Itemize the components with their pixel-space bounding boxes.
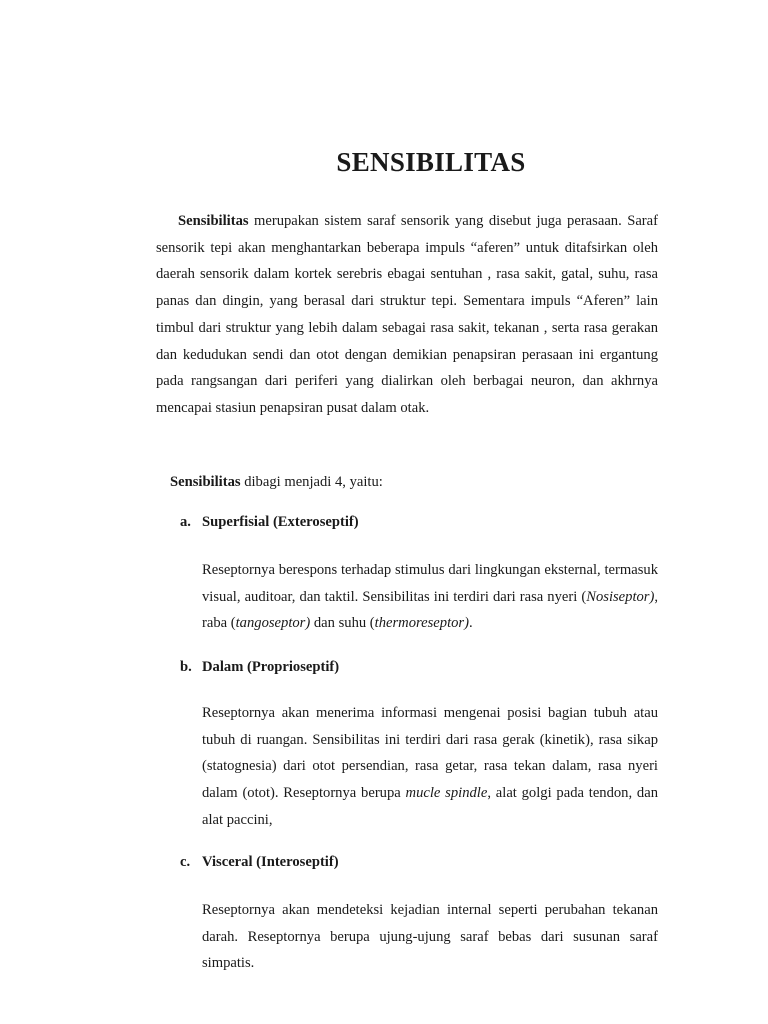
- item-a-title: Superfisial (Exteroseptif): [202, 514, 359, 530]
- item-a-heading: [180, 514, 359, 531]
- document-title: SENSIBILITAS: [336, 147, 526, 177]
- item-a-italic-2: tangoseptor): [235, 615, 311, 632]
- item-b-letter: b.: [180, 659, 192, 675]
- item-b-heading: [180, 659, 339, 676]
- item-a-italic-3: thermoreseptor): [374, 615, 469, 632]
- item-a-paragraph: [202, 557, 658, 637]
- item-b-paragraph: [202, 700, 658, 834]
- item-a-text-1: Reseptornya berespons terhadap stimulus dari lingkungan eksternal, termasuk visual, auditoar, dan taktil. Sensibilitas ini terdiri dari rasa nyeri (: [202, 562, 658, 605]
- item-c-title: Visceral (Interoseptif): [202, 854, 339, 870]
- item-b-text-1: Reseptornya akan menerima informasi mengenai posisi bagian tubuh atau tubuh di ruangan. Sensibilitas ini terdiri dari rasa gerak (kinetik), rasa sikap (statognesia) dari otot persendian, rasa getar, rasa tekan dalam, rasa nyeri dalam (otot). Reseptornya berupa: [202, 705, 658, 802]
- item-a-italic-1: Nosiseptor): [586, 588, 655, 605]
- intro-paragraph: [156, 208, 658, 422]
- item-a-text-2: , raba (: [202, 588, 658, 632]
- item-c-letter: c.: [180, 854, 191, 870]
- item-c-text-1: Reseptornya akan mendeteksi kejadian internal seperti perubahan tekanan darah. Reseptornya berupa ujung-ujung saraf bebas dari susunan saraf simpatis.: [202, 902, 658, 972]
- division-bold-term: Sensibilitas: [170, 474, 241, 490]
- item-c-heading: [180, 854, 339, 871]
- item-b-title: Dalam (Proprioseptif): [202, 659, 340, 675]
- item-b-italic-1: mucle spindle: [405, 785, 488, 802]
- division-text: dibagi menjadi 4, yaitu:: [240, 474, 383, 490]
- item-a-text-3: dan suhu (: [310, 615, 375, 632]
- intro-text: merupakan sistem saraf sensorik yang disebut juga perasaan. Saraf sensorik tepi akan menghantarkan beberapa impuls “aferen” untuk ditafsirkan oleh daerah sensorik dalam kortek serebris ebagai sentuhan , rasa sakit, gatal, suhu, rasa panas dan dingin, yang berasal dari struktur tepi. Sementara impuls “Aferen” lain timbul dari struktur yang lebih dalam sebagai rasa sakit, tekanan , serta rasa gerakan dan kedudukan sendi dan otot dengan demikian penapsiran perasaan ini ergantung pada rangsangan dari periferi yang dialirkan oleh berbagai neuron, dan akhrnya mencapai stasiun penapsiran pusat dalam otak.: [156, 213, 658, 416]
- item-c-paragraph: [202, 897, 658, 977]
- item-a-text-4: .: [468, 615, 473, 632]
- item-a-letter: a.: [180, 514, 191, 530]
- item-b-text-2: , alat golgi pada tendon, dan alat paccini,: [202, 785, 658, 828]
- intro-bold-term: Sensibilitas: [178, 213, 249, 229]
- division-sentence: [170, 469, 383, 496]
